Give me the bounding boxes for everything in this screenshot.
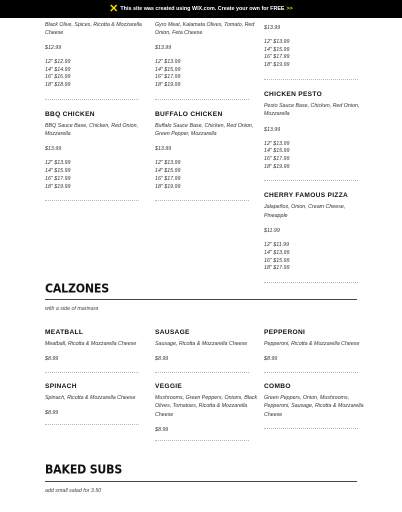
size-price: 18" $19.99 bbox=[264, 163, 290, 170]
size-price: 14" $15.99 bbox=[264, 46, 290, 53]
item-price: $8.99 bbox=[155, 356, 169, 363]
size-price: 16" $16.99 bbox=[45, 74, 71, 81]
item-description: Spinach, Ricotta & Mozzarella Cheese bbox=[45, 395, 136, 401]
item-name: COMBO bbox=[264, 383, 291, 390]
calzone-item-spinach bbox=[45, 383, 151, 425]
divider bbox=[155, 99, 249, 100]
menu-item bbox=[264, 91, 370, 182]
item-description: Black Olive, Spices, Ricotta & Mozzarella Cheese bbox=[45, 22, 142, 37]
size-price: 18" $17.99 bbox=[264, 265, 290, 272]
size-price: 18" $19.99 bbox=[155, 183, 181, 190]
menu-item bbox=[45, 111, 151, 202]
pizza-column-1 bbox=[45, 21, 151, 201]
calzone-item-pepperoni bbox=[264, 329, 370, 373]
size-price: 14" $13.99 bbox=[264, 249, 290, 256]
item-description: Jalapeños, Onion, Cream Cheese, Pineapple bbox=[264, 204, 346, 219]
item-description: Sausage, Ricotta & Mozzarella Cheese bbox=[155, 341, 248, 347]
banner-message: This site was created using WIX.com. Create your own for FREE bbox=[120, 6, 285, 12]
section-title-calzones: CALZONES bbox=[45, 281, 109, 296]
size-price: 18" $19.99 bbox=[264, 62, 290, 69]
item-name: BBQ CHICKEN bbox=[45, 110, 95, 118]
item-description: Pepperoni, Ricotta & Mozzarella Cheese bbox=[264, 341, 360, 347]
size-price: 16" $17.99 bbox=[264, 54, 290, 61]
wix-banner[interactable] bbox=[0, 0, 402, 18]
item-price: $13.99 bbox=[264, 126, 281, 133]
size-price: 16" $17.99 bbox=[155, 175, 181, 182]
section-rule bbox=[45, 481, 357, 482]
size-price: 14" $15.99 bbox=[155, 168, 181, 175]
item-description: Buffalo Sauce Base, Chicken, Red Onion, Green Pepper, Mozzarella bbox=[155, 122, 254, 138]
menu-item bbox=[155, 21, 261, 100]
item-name: BUFFALO CHICKEN bbox=[155, 110, 223, 118]
pizza-column-3 bbox=[264, 24, 370, 283]
item-description: Green Peppers, Onion, Mushrooms, Pepperoni, Sausage, Ricotta & Mozzarella Cheese bbox=[264, 395, 364, 418]
size-price: 12" $11.99 bbox=[264, 242, 290, 249]
divider bbox=[264, 79, 358, 80]
size-price: 12" $13.99 bbox=[45, 160, 71, 167]
item-description: Meatball, Ricotta & Mozzarella Cheese bbox=[45, 341, 137, 347]
size-price: 14" $15.99 bbox=[155, 66, 181, 73]
divider bbox=[264, 282, 358, 283]
size-price: 14" $15.99 bbox=[264, 148, 290, 155]
item-price: $13.99 bbox=[45, 146, 62, 153]
size-price: 14" $14.99 bbox=[45, 66, 71, 73]
item-price: $11.99 bbox=[264, 228, 280, 235]
item-price: $8.99 bbox=[264, 356, 278, 363]
divider bbox=[155, 200, 249, 201]
pizza-column-2 bbox=[155, 21, 261, 201]
size-price: 16" $17.99 bbox=[45, 175, 71, 182]
size-prices bbox=[45, 59, 151, 90]
item-name: CHERRY FAMOUS PIZZA bbox=[264, 192, 349, 200]
section-title-baked-subs: BAKED SUBS bbox=[45, 462, 123, 477]
menu-item bbox=[264, 24, 370, 80]
size-prices bbox=[155, 160, 261, 191]
section-rule bbox=[45, 299, 357, 300]
size-prices bbox=[155, 59, 261, 90]
item-name: PEPPERONI bbox=[264, 329, 306, 336]
item-price: $8.99 bbox=[45, 410, 59, 417]
size-price: 14" $15.99 bbox=[45, 168, 71, 175]
size-prices bbox=[264, 242, 370, 273]
divider bbox=[264, 180, 358, 181]
divider bbox=[45, 372, 139, 373]
size-price: 12" $13.99 bbox=[264, 140, 290, 147]
divider bbox=[155, 440, 249, 441]
calzone-item-combo bbox=[264, 383, 370, 429]
item-description: Gyro Meat, Kalamata Olives, Tomato, Red Onion, Feta Cheese bbox=[155, 22, 255, 37]
divider bbox=[264, 428, 358, 429]
size-price: 16" $15.99 bbox=[264, 257, 290, 264]
item-name: VEGGIE bbox=[155, 383, 183, 390]
banner-arrow-icon: >> bbox=[286, 6, 293, 12]
item-price: $13.99 bbox=[155, 146, 172, 153]
divider bbox=[264, 372, 358, 373]
calzone-item-meatball bbox=[45, 329, 151, 373]
item-price: $13.99 bbox=[155, 44, 172, 51]
size-prices bbox=[264, 141, 370, 172]
size-price: 12" $12.99 bbox=[45, 58, 71, 65]
size-price: 12" $13.99 bbox=[155, 160, 181, 167]
divider bbox=[155, 372, 249, 373]
size-price: 12" $13.99 bbox=[155, 58, 181, 65]
menu-item bbox=[264, 192, 370, 283]
item-name: CHICKEN PESTO bbox=[264, 90, 323, 98]
item-price: $8.99 bbox=[155, 427, 169, 434]
item-price: $12.99 bbox=[45, 44, 62, 51]
item-name: MEATBALL bbox=[45, 329, 84, 336]
menu-item bbox=[155, 111, 261, 202]
calzone-item-veggie bbox=[155, 383, 261, 441]
section-subtitle: with a side of marinara bbox=[45, 306, 99, 312]
size-price: 16" $17.99 bbox=[155, 74, 181, 81]
size-price: 12" $13.99 bbox=[264, 39, 290, 45]
item-price: $8.99 bbox=[45, 356, 59, 363]
size-prices bbox=[264, 39, 370, 70]
size-price: 18" $18.99 bbox=[45, 81, 71, 88]
size-price: 18" $19.99 bbox=[155, 81, 181, 88]
calzone-item-sausage bbox=[155, 329, 261, 373]
section-subtitle: add small salad for 3.50 bbox=[45, 488, 102, 494]
size-price: 16" $17.99 bbox=[264, 156, 290, 163]
item-name: SPINACH bbox=[45, 383, 77, 390]
item-price: $13.99 bbox=[264, 25, 281, 31]
item-description: Pesto Sauce Base, Chicken, Red Onion, Mozzarella bbox=[264, 102, 360, 118]
divider bbox=[45, 99, 139, 100]
item-description: Mushrooms, Green Peppers, Onions, Black Olives, Tomatoes, Ricotta & Mozzarella Cheese bbox=[155, 395, 258, 418]
divider bbox=[45, 200, 139, 201]
item-description: BBQ Sauce Base, Chicken, Red Onion, Mozzarella bbox=[45, 122, 139, 138]
item-name: SAUSAGE bbox=[155, 329, 190, 336]
divider bbox=[45, 424, 139, 425]
menu-item bbox=[45, 21, 151, 100]
size-prices bbox=[45, 160, 151, 191]
wix-logo-icon: ✕ bbox=[109, 2, 119, 15]
size-price: 18" $19.99 bbox=[45, 183, 71, 190]
